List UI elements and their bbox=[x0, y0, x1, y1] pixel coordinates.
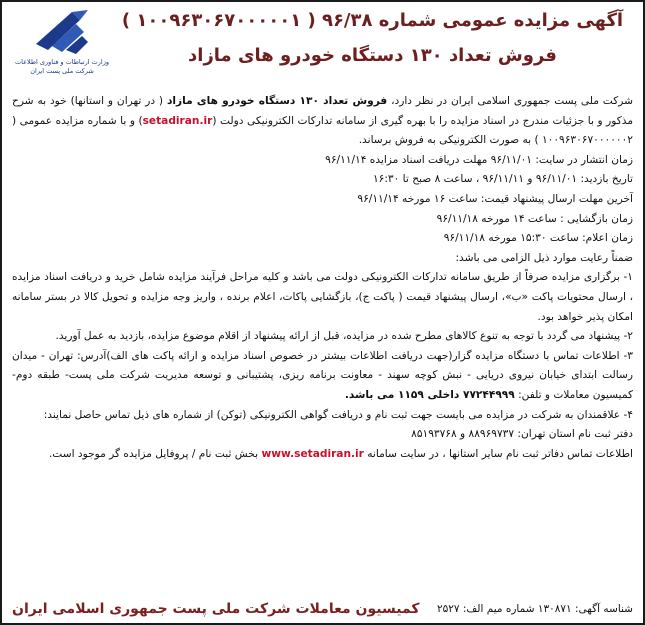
setad-url-link[interactable]: www.setadiran.ir bbox=[261, 447, 364, 460]
notice-subtitle: فروش تعداد ۱۳۰ دستگاه خودرو های مازاد bbox=[188, 45, 557, 66]
visit-date: تاریخ بازدید: ۹۶/۱۱/۰۱ و ۹۶/۱۱/۱۱ ، ساعت ۸ صبح تا ۱۶:۳۰ bbox=[372, 173, 633, 186]
provinces-info-b: بخش ثبت نام / پروفایل مزایده گر موجود است. bbox=[48, 447, 262, 460]
publish-date: زمان انتشار در سایت: ۹۶/۱۱/۰۱ مهلت دریافت اسناد مزایده ۹۶/۱۱/۱۴ bbox=[325, 153, 633, 166]
ad-identifier: شناسه آگهی: ۱۳۰۸۷۱ شماره میم الف: ۲۵۲۷ bbox=[436, 603, 633, 615]
intro-text-c: ) و با شماره مزایده عمومی ( ۱۰۰۹۶۳۰۶۷۰۰۰۰۰۰۲ ) به صورت الکترونیکی به فروش برساند. bbox=[12, 114, 633, 147]
item-3-text: ۳- اطلاعات تماس با دستگاه مزایده گزار(جهت دریافت اطلاعات بیشتر در خصوص اسناد مزایده و ارائه پاکت های الف)آدرس: تهران - میدان رسالت ابتدای خیابان نیروی دریایی - نبش کوچه سهند - معاونت برنامه ریزی، پشتیبانی و توسعه مدیریت شرکت ملی پست- طبقه دوم- کمیسیون معاملات و تلفن: bbox=[12, 349, 633, 401]
intro-text-b: ( در تهران و استانها) خود به شرح مذکور و با جزئیات مندرج در اسناد مزایده را با بهره گیری از سامانه تدارکات الکترونیکی دولت ( bbox=[12, 95, 634, 127]
item-2: ۲- پیشنهاد می گردد با توجه به تنوع کالاهای مطرح شده در مزایده، قبل از ارائه پیشنهاد از اقلام موضوع مزایده، بازدید به عمل آورید. bbox=[55, 330, 633, 343]
provinces-info bbox=[12, 445, 633, 465]
intro-bold-text: فروش تعداد ۱۳۰ دستگاه خودرو های مازاد bbox=[166, 95, 388, 107]
logo-ministry-text: وزارت ارتباطات و فناوری اطلاعات bbox=[15, 58, 109, 66]
setad-site-link[interactable]: setadiran.ir bbox=[142, 114, 213, 127]
notice-footer bbox=[12, 601, 633, 617]
post-logo-icon bbox=[32, 6, 92, 58]
bid-deadline: آخرین مهلت ارسال پیشنهاد قیمت: ساعت ۱۶ مورخه ۹۶/۱۱/۱۴ bbox=[357, 192, 633, 205]
item-1: ۱- برگزاری مزایده صرفاً از طریق سامانه تدارکات الکترونیکی دولت می باشد و کلیه مراحل فرآیند مزایده شامل خرید و دریافت اسناد مزایده ، ارسال محتویات پاکت «ب»، ارسال پیشنهاد قیمت ( پاکت ج)، بازگشایی پاکات، اعلام برنده ، واریز وجه مزایده و تحویل کالا در بستر سامانه امکان پذیر خواهد بود. bbox=[12, 271, 633, 323]
logo-company-text: شرکت ملی پست ایران bbox=[30, 67, 94, 75]
item-4: ۴- علاقمندان به شرکت در مزایده می بایست جهت ثبت نام و دریافت گواهی الکترونیکی (توکن) از شماره های ذیل تماس حاصل نمایند: bbox=[43, 408, 633, 421]
announce-time: زمان اعلام: ساعت ۱۵:۳۰ مورخه ۹۶/۱۱/۱۸ bbox=[443, 232, 633, 245]
item-3 bbox=[12, 347, 633, 406]
notice-body bbox=[2, 92, 643, 464]
provinces-info-a: اطلاعات تماس دفاتر ثبت نام سایر استانها ، در سایت سامانه bbox=[363, 447, 633, 460]
intro-text-a: شرکت ملی پست جمهوری اسلامی ایران در نظر دارد، bbox=[387, 95, 633, 107]
tehran-office: دفتر ثبت نام استان تهران: ۸۸۹۶۹۷۳۷ و ۸۵۱۹۳۷۶۸ bbox=[411, 428, 633, 441]
post-company-logo bbox=[12, 6, 112, 90]
opening-time: زمان بازگشایی : ساعت ۱۴ مورخه ۹۶/۱۱/۱۸ bbox=[436, 212, 633, 225]
notice-header bbox=[2, 2, 643, 92]
notice-title: آگهی مزایده عمومی شماره ۹۶/۳۸ ( ۱۰۰۹۶۳۰۶۷۰۰۰۰۰۱ ) bbox=[121, 10, 624, 31]
intro-paragraph bbox=[12, 92, 633, 151]
item-3-phone: ۷۷۲۴۴۹۹۹ داخلی ۱۱۵۹ می باشد. bbox=[344, 388, 515, 401]
requirements-note: ضمناً رعایت موارد ذیل الزامی می باشد: bbox=[455, 251, 633, 264]
commission-signature: کمیسیون معاملات شرکت ملی پست جمهوری اسلامی ایران bbox=[12, 601, 420, 617]
